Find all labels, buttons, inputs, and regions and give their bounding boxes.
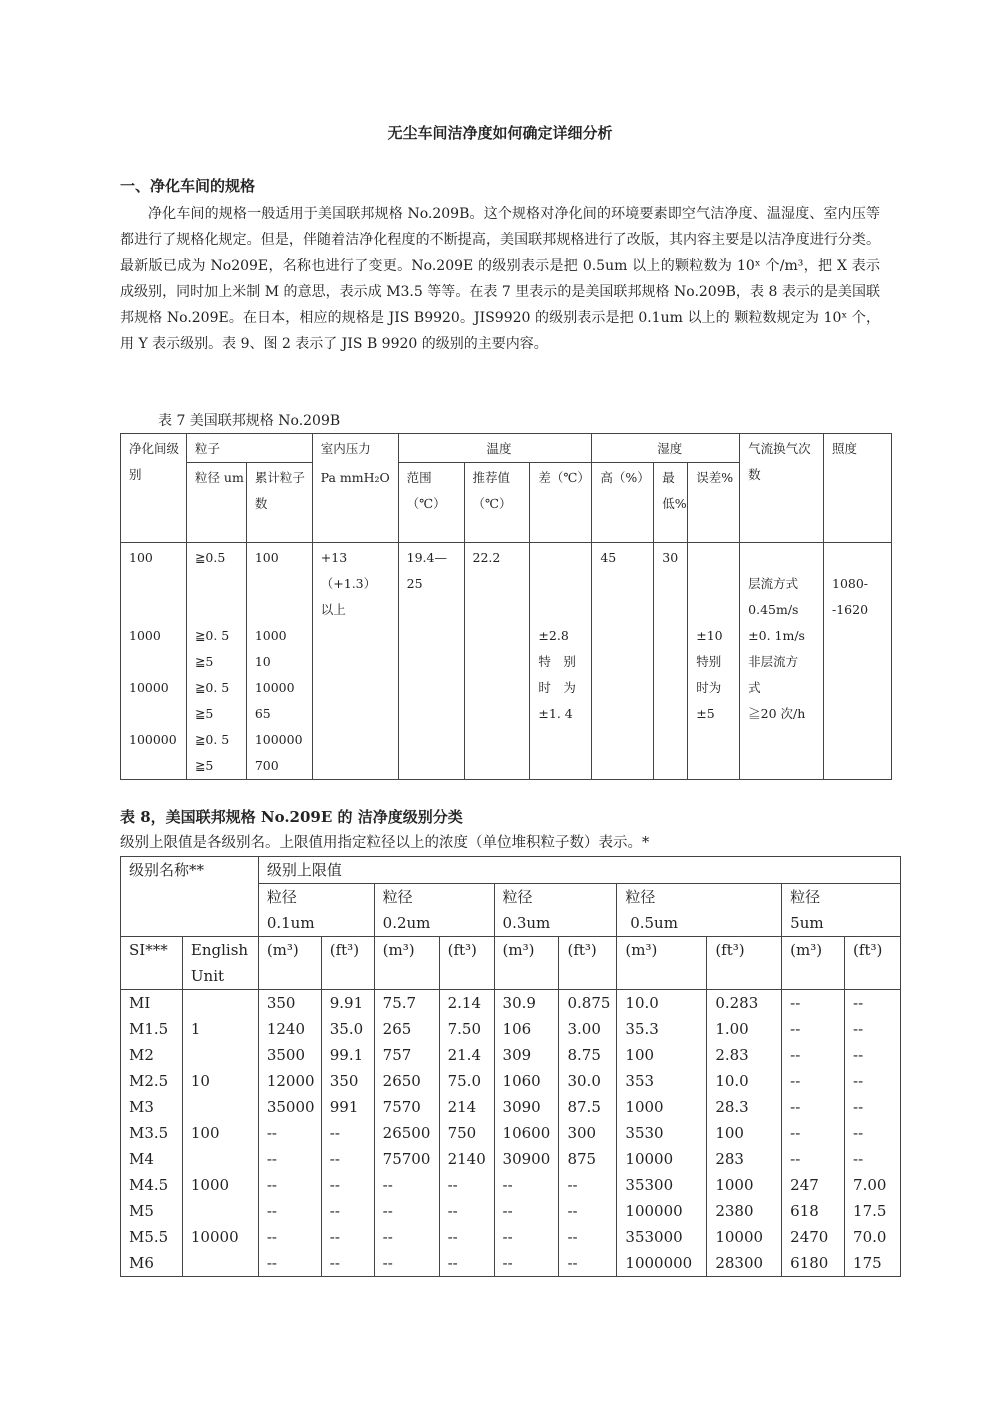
t7-h-low: 最低% <box>654 463 688 543</box>
table-cell: -- <box>321 1224 374 1250</box>
table-cell: 214 <box>439 1094 494 1120</box>
table-row <box>121 990 901 1017</box>
t7-counts: 100 1000 10 10000 65 100000 700 <box>246 543 312 780</box>
t7-h-pressure: 室内压力 <box>312 434 398 463</box>
table8 <box>120 856 901 1277</box>
table-row <box>121 1146 901 1172</box>
table-cell: 28300 <box>707 1250 782 1277</box>
t7-h-particle: 粒子 <box>186 434 312 463</box>
table-cell: -- <box>258 1120 321 1146</box>
table-cell: 1000000 <box>617 1250 707 1277</box>
table-cell: 30900 <box>494 1146 559 1172</box>
table-cell: -- <box>845 1146 901 1172</box>
t7-h-size: 粒径 um <box>186 463 246 543</box>
table-cell: -- <box>258 1250 321 1277</box>
table-cell <box>182 1146 258 1172</box>
table-cell: 175 <box>845 1250 901 1277</box>
table-cell: 75.7 <box>374 990 439 1017</box>
table-cell: M2 <box>121 1042 183 1068</box>
t7-h-diff: 差（℃） <box>530 463 592 543</box>
t7-low: 30 <box>654 543 688 780</box>
table-cell: -- <box>321 1172 374 1198</box>
table-cell: -- <box>782 1068 845 1094</box>
table-cell: 75700 <box>374 1146 439 1172</box>
t7-h-airflow: 气流换气次数 <box>740 434 824 543</box>
table-cell: 100000 <box>617 1198 707 1224</box>
table-cell: 75.0 <box>439 1068 494 1094</box>
table-cell <box>182 990 258 1017</box>
table-cell: 2140 <box>439 1146 494 1172</box>
table-cell: -- <box>845 1068 901 1094</box>
table-cell: M4 <box>121 1146 183 1172</box>
t7-h-pressure-unit: Pa mmH₂O <box>312 463 398 543</box>
table-cell: 35.0 <box>321 1016 374 1042</box>
table-cell: 100 <box>617 1042 707 1068</box>
t7-pressure: +13 （+1.3） 以上 <box>312 543 398 780</box>
table-cell: -- <box>321 1120 374 1146</box>
t7-range: 19.4— 25 <box>398 543 464 780</box>
table-cell: 12000 <box>258 1068 321 1094</box>
table-cell: 7570 <box>374 1094 439 1120</box>
table-cell: 750 <box>439 1120 494 1146</box>
t8-unit-ft3: (ft³) <box>559 937 617 990</box>
table-cell: 35300 <box>617 1172 707 1198</box>
t8-size-header: 粒径 0.2um <box>374 884 494 937</box>
table-cell: -- <box>439 1224 494 1250</box>
t7-h-high: 高（%） <box>592 463 654 543</box>
t7-h-temp: 温度 <box>398 434 592 463</box>
table-cell: -- <box>258 1172 321 1198</box>
table-cell <box>182 1094 258 1120</box>
table-cell: -- <box>374 1172 439 1198</box>
table-cell: MI <box>121 990 183 1017</box>
t8-unit-m3: (m³) <box>258 937 321 990</box>
t8-unit-m3: (m³) <box>374 937 439 990</box>
table-cell: 6180 <box>782 1250 845 1277</box>
table-cell: 30.0 <box>559 1068 617 1094</box>
table-cell: -- <box>845 1042 901 1068</box>
table-cell: M6 <box>121 1250 183 1277</box>
table-cell: -- <box>559 1198 617 1224</box>
table-cell: 350 <box>258 990 321 1017</box>
table-cell: -- <box>494 1250 559 1277</box>
t7-h-range: 范围（℃） <box>398 463 464 543</box>
t7-err: ±10 特别 时为 ±5 <box>688 543 740 780</box>
table-cell: 26500 <box>374 1120 439 1146</box>
table-cell: -- <box>845 1120 901 1146</box>
table-row <box>121 1198 901 1224</box>
table-cell: -- <box>374 1250 439 1277</box>
table-cell: 30.9 <box>494 990 559 1017</box>
table-cell: -- <box>321 1146 374 1172</box>
table8-caption: 表 8，美国联邦规格 No.209E 的 洁净度级别分类 <box>120 808 463 826</box>
table-cell: 353000 <box>617 1224 707 1250</box>
table-cell: 3530 <box>617 1120 707 1146</box>
t7-classes: 100 1000 10000 100000 <box>121 543 187 780</box>
table-cell: 8.75 <box>559 1042 617 1068</box>
table-row <box>121 1172 901 1198</box>
table-cell: 87.5 <box>559 1094 617 1120</box>
table-row <box>121 1250 901 1277</box>
t8-h-si: SI*** <box>121 937 183 990</box>
t7-sizes: ≧0.5 ≧0. 5 ≧5 ≧0. 5 ≧5 ≧0. 5 ≧5 <box>186 543 246 780</box>
table-cell: M2.5 <box>121 1068 183 1094</box>
table-cell: 247 <box>782 1172 845 1198</box>
t7-h-err: 误差% <box>688 463 740 543</box>
table-cell: 350 <box>321 1068 374 1094</box>
table-cell: -- <box>559 1172 617 1198</box>
t8-size-header: 粒径 0.5um <box>617 884 782 937</box>
table-cell: 17.5 <box>845 1198 901 1224</box>
table-cell: 10600 <box>494 1120 559 1146</box>
table-cell: 10000 <box>617 1146 707 1172</box>
table-cell: 3.00 <box>559 1016 617 1042</box>
table-cell: 0.283 <box>707 990 782 1017</box>
table-cell: -- <box>782 1146 845 1172</box>
table-cell: 2.83 <box>707 1042 782 1068</box>
table-cell: M1.5 <box>121 1016 183 1042</box>
table-cell: 2.14 <box>439 990 494 1017</box>
t8-unit-ft3: (ft³) <box>439 937 494 990</box>
table-cell: -- <box>782 1094 845 1120</box>
table-cell: 618 <box>782 1198 845 1224</box>
table-cell: 21.4 <box>439 1042 494 1068</box>
table-cell: -- <box>374 1198 439 1224</box>
table-cell: 10000 <box>182 1224 258 1250</box>
table-cell: 265 <box>374 1016 439 1042</box>
table-cell: M5 <box>121 1198 183 1224</box>
table-cell: M5.5 <box>121 1224 183 1250</box>
table-cell: 10 <box>182 1068 258 1094</box>
table-cell: 10.0 <box>707 1068 782 1094</box>
t7-h-class: 净化间级别 <box>121 434 187 543</box>
table-cell: 1 <box>182 1016 258 1042</box>
section-heading: 一、净化车间的规格 <box>120 177 256 195</box>
table-cell: -- <box>258 1198 321 1224</box>
t8-unit-m3: (m³) <box>617 937 707 990</box>
t8-size-header: 粒径 0.1um <box>258 884 374 937</box>
t7-h-count: 累计粒子数 <box>246 463 312 543</box>
table-cell: 309 <box>494 1042 559 1068</box>
table-cell: -- <box>782 990 845 1017</box>
table-cell: -- <box>845 1094 901 1120</box>
table-cell: 353 <box>617 1068 707 1094</box>
table-cell: 757 <box>374 1042 439 1068</box>
t8-h-name: 级别名称** <box>121 857 259 937</box>
table-cell <box>182 1198 258 1224</box>
table-cell: -- <box>258 1146 321 1172</box>
table-cell: M3 <box>121 1094 183 1120</box>
t8-unit-ft3: (ft³) <box>707 937 782 990</box>
t8-unit-m3: (m³) <box>782 937 845 990</box>
table-cell: 10000 <box>707 1224 782 1250</box>
table-cell: 1000 <box>182 1172 258 1198</box>
t8-size-header: 粒径 5um <box>782 884 901 937</box>
t7-h-recommended: 推荐值（℃） <box>464 463 530 543</box>
table-cell: M4.5 <box>121 1172 183 1198</box>
table-row <box>121 1068 901 1094</box>
table-cell: -- <box>845 990 901 1017</box>
table-cell: -- <box>494 1224 559 1250</box>
t8-unit-m3: (m³) <box>494 937 559 990</box>
table8-note: 级别上限值是各级别名。上限值用指定粒径以上的浓度（单位堆积粒子数）表示。* <box>120 835 650 851</box>
table-cell: -- <box>321 1198 374 1224</box>
table-row <box>121 1224 901 1250</box>
table-cell: -- <box>321 1250 374 1277</box>
t7-high: 45 <box>592 543 654 780</box>
t8-size-header: 粒径 0.3um <box>494 884 617 937</box>
t7-recommended: 22.2 <box>464 543 530 780</box>
table-cell: -- <box>494 1198 559 1224</box>
table-cell: -- <box>782 1120 845 1146</box>
table-row <box>121 1016 901 1042</box>
table-cell: 3500 <box>258 1042 321 1068</box>
table-cell: 1240 <box>258 1016 321 1042</box>
table-cell: 2470 <box>782 1224 845 1250</box>
table-cell: 1000 <box>617 1094 707 1120</box>
table7 <box>120 433 892 780</box>
table-cell: 991 <box>321 1094 374 1120</box>
table-cell: 283 <box>707 1146 782 1172</box>
table-cell <box>182 1042 258 1068</box>
table-cell: -- <box>782 1016 845 1042</box>
table-cell: 1060 <box>494 1068 559 1094</box>
table-row <box>121 1094 901 1120</box>
table-cell: 9.91 <box>321 990 374 1017</box>
t8-unit-ft3: (ft³) <box>845 937 901 990</box>
table-cell: M3.5 <box>121 1120 183 1146</box>
table7-caption: 表 7 美国联邦规格 No.209B <box>158 413 341 429</box>
table-cell: 7.50 <box>439 1016 494 1042</box>
table-cell: 0.875 <box>559 990 617 1017</box>
t7-airflow: 层流方式 0.45m/s ±0. 1m/s 非层流方 式 ≧20 次/h <box>740 543 824 780</box>
t8-unit-ft3: (ft³) <box>321 937 374 990</box>
table-cell: 875 <box>559 1146 617 1172</box>
t8-h-english: English Unit <box>182 937 258 990</box>
page-title: 无尘车间洁净度如何确定详细分析 <box>387 124 613 142</box>
table-cell: 7.00 <box>845 1172 901 1198</box>
t7-diff: ±2.8 特 别 时 为 ±1. 4 <box>530 543 592 780</box>
table-cell: 2650 <box>374 1068 439 1094</box>
table-cell: 1.00 <box>707 1016 782 1042</box>
table-cell: 35000 <box>258 1094 321 1120</box>
table-cell: -- <box>439 1172 494 1198</box>
table-cell: 1000 <box>707 1172 782 1198</box>
table-cell: -- <box>258 1224 321 1250</box>
table-cell: -- <box>494 1172 559 1198</box>
table-cell: -- <box>845 1016 901 1042</box>
table-cell: 99.1 <box>321 1042 374 1068</box>
table-cell: 2380 <box>707 1198 782 1224</box>
table-cell: -- <box>439 1250 494 1277</box>
table-cell: -- <box>439 1198 494 1224</box>
table-cell: -- <box>559 1224 617 1250</box>
table-cell: -- <box>559 1250 617 1277</box>
table-row <box>121 1042 901 1068</box>
table-cell: 35.3 <box>617 1016 707 1042</box>
table-cell: -- <box>782 1042 845 1068</box>
table-cell <box>182 1250 258 1277</box>
table-cell: 106 <box>494 1016 559 1042</box>
table-cell: 70.0 <box>845 1224 901 1250</box>
table-cell: 28.3 <box>707 1094 782 1120</box>
body-paragraph: 净化车间的规格一般适用于美国联邦规格 No.209B。这个规格对净化间的环境要素即空气洁净度、温湿度、室内压等都进行了规格化规定。但是，伴随着洁净化程度的不断提高，美国联邦规格进行了改版，其内容主要是以洁净度进行分类。最新版已成为 No209E，名称也进行了变更。No.209E 的级别表示是把 0.5um 以上的颗粒数为 10ˣ 个/m³，把 X 表示成级别，同时加上米制 M 的意思，表示成 M3.5 等等。在表 7 里表示的是美国联邦规格 No.209B，表 8 表示的是美国联邦规格 No.209E。在日本，相应的规格是 JIS B9920。JIS9920 的级别表示是把 0.1um 以上的 颗粒数规定为 10ˣ 个，用 Y 表示级别。表 9、图 2 表示了 JIS B 9920 的级别的主要内容。 <box>120 206 880 352</box>
t7-h-lux: 照度 <box>824 434 892 543</box>
t7-h-humidity: 湿度 <box>592 434 740 463</box>
table-row <box>121 1120 901 1146</box>
table-cell: 3090 <box>494 1094 559 1120</box>
table-cell: 300 <box>559 1120 617 1146</box>
table-cell: -- <box>374 1224 439 1250</box>
table-cell: 100 <box>182 1120 258 1146</box>
t8-h-limit: 级别上限值 <box>258 857 900 884</box>
table-cell: 100 <box>707 1120 782 1146</box>
t7-lux: 1080- -1620 <box>824 543 892 780</box>
table-cell: 10.0 <box>617 990 707 1017</box>
